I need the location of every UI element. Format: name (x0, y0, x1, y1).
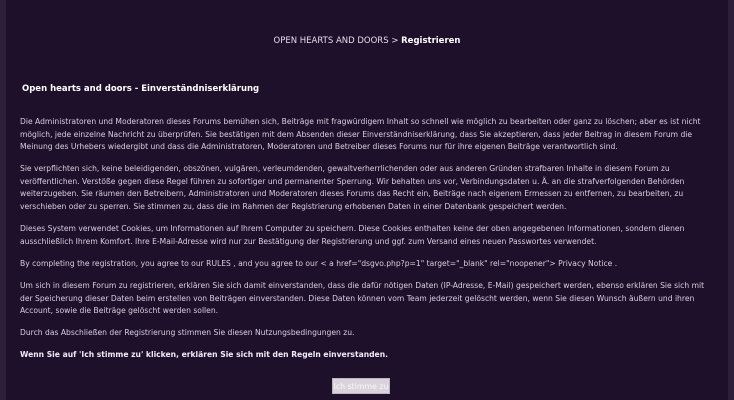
agreement-title: Open hearts and doors - Einverständniserklärung (22, 84, 260, 94)
breadcrumb-forum-link[interactable]: OPEN HEARTS AND DOORS (273, 36, 389, 46)
agreement-paragraph: Dieses System verwendet Cookies, um Informationen auf Ihrem Computer zu speichern. Diese Cookies enthalten keine der oben angegebenen Informationen, sondern dienen ausschließlich Ihrem Komfort. Ihre E-Mail-Adresse wird nur zur Bestätigung der Registrierung und ggf. zum Versand eines neuen Passwortes verwendet. (20, 224, 685, 246)
agreement-content (20, 84, 710, 371)
right-border (728, 0, 734, 400)
breadcrumb (0, 36, 734, 46)
agreement-final-note: Wenn Sie auf 'Ich stimme zu' klicken, erklären Sie sich mit den Regeln einverstanden. (20, 350, 388, 360)
agreement-paragraph: Durch das Abschließen der Registrierung stimmen Sie diesen Nutzungsbedingungen zu. (20, 328, 355, 338)
left-border (0, 0, 6, 400)
agreement-paragraph: Sie verpflichten sich, keine beleidigenden, obszönen, vulgären, verleumdenden, gewaltverherrlichenden oder aus anderen Gründen strafbaren Inhalte in diesem Forum zu veröffentlichen. Verstöße gegen diese Regel führen zu sofortiger und permanenter Sperrung. Wir behalten uns vor, Verbindungsdaten u. Ä. an die strafverfolgenden Behörden weiterzugeben. Sie räumen den Betreibern, Administratoren und Moderatoren dieses Forums das Recht ein, Beiträge nach eigenem Ermessen zu entfernen, zu bearbeiten, zu verschieben oder zu sperren. Sie stimmen zu, dass die im Rahmen der Registrierung erhobenen Daten in einer Datenbank gespeichert werden. (20, 164, 685, 212)
agreement-paragraph: Die Administratoren und Moderatoren dieses Forums bemühen sich, Beiträge mit fragwürdigem Inhalt so schnell wie möglich zu bearbeiten oder ganz zu löschen; aber es ist nicht möglich, jede einzelne Nachricht zu überprüfen. Sie bestätigen mit dem Absenden dieser Einverständniserklärung, dass Sie akzeptieren, dass jeder Beitrag in diesem Forum die Meinung des Urhebers wiedergibt und dass die Administratoren, Moderatoren und Betreiber dieses Forums nur für ihre eigenen Beiträge verantwortlich sind. (20, 117, 701, 152)
breadcrumb-separator: > (391, 36, 399, 46)
agree-button[interactable]: Ich stimme zu (332, 378, 390, 394)
breadcrumb-current: Registrieren (401, 36, 461, 46)
agreement-paragraph: By completing the registration, you agree to our RULES , and you agree to our < a href="dsgvo.php?p=1" target="_blank" rel="noopener"> Privacy Notice . (20, 258, 618, 268)
agreement-paragraph: Um sich in diesem Forum zu registrieren, erklären Sie sich damit einverstanden, dass die dafür nötigen Daten (IP-Adresse, E-Mail) gespeichert werden, ebenso erklären Sie sich mit der Speicherung dieser Daten beim erstellen von Beiträgen einverstanden. Diese Daten können vom Team jederzeit gelöscht werden, wenn Sie diesen Wunsch äußern und ihren Account, sowie die Beiträge gelöscht werden sollen. (20, 280, 705, 316)
